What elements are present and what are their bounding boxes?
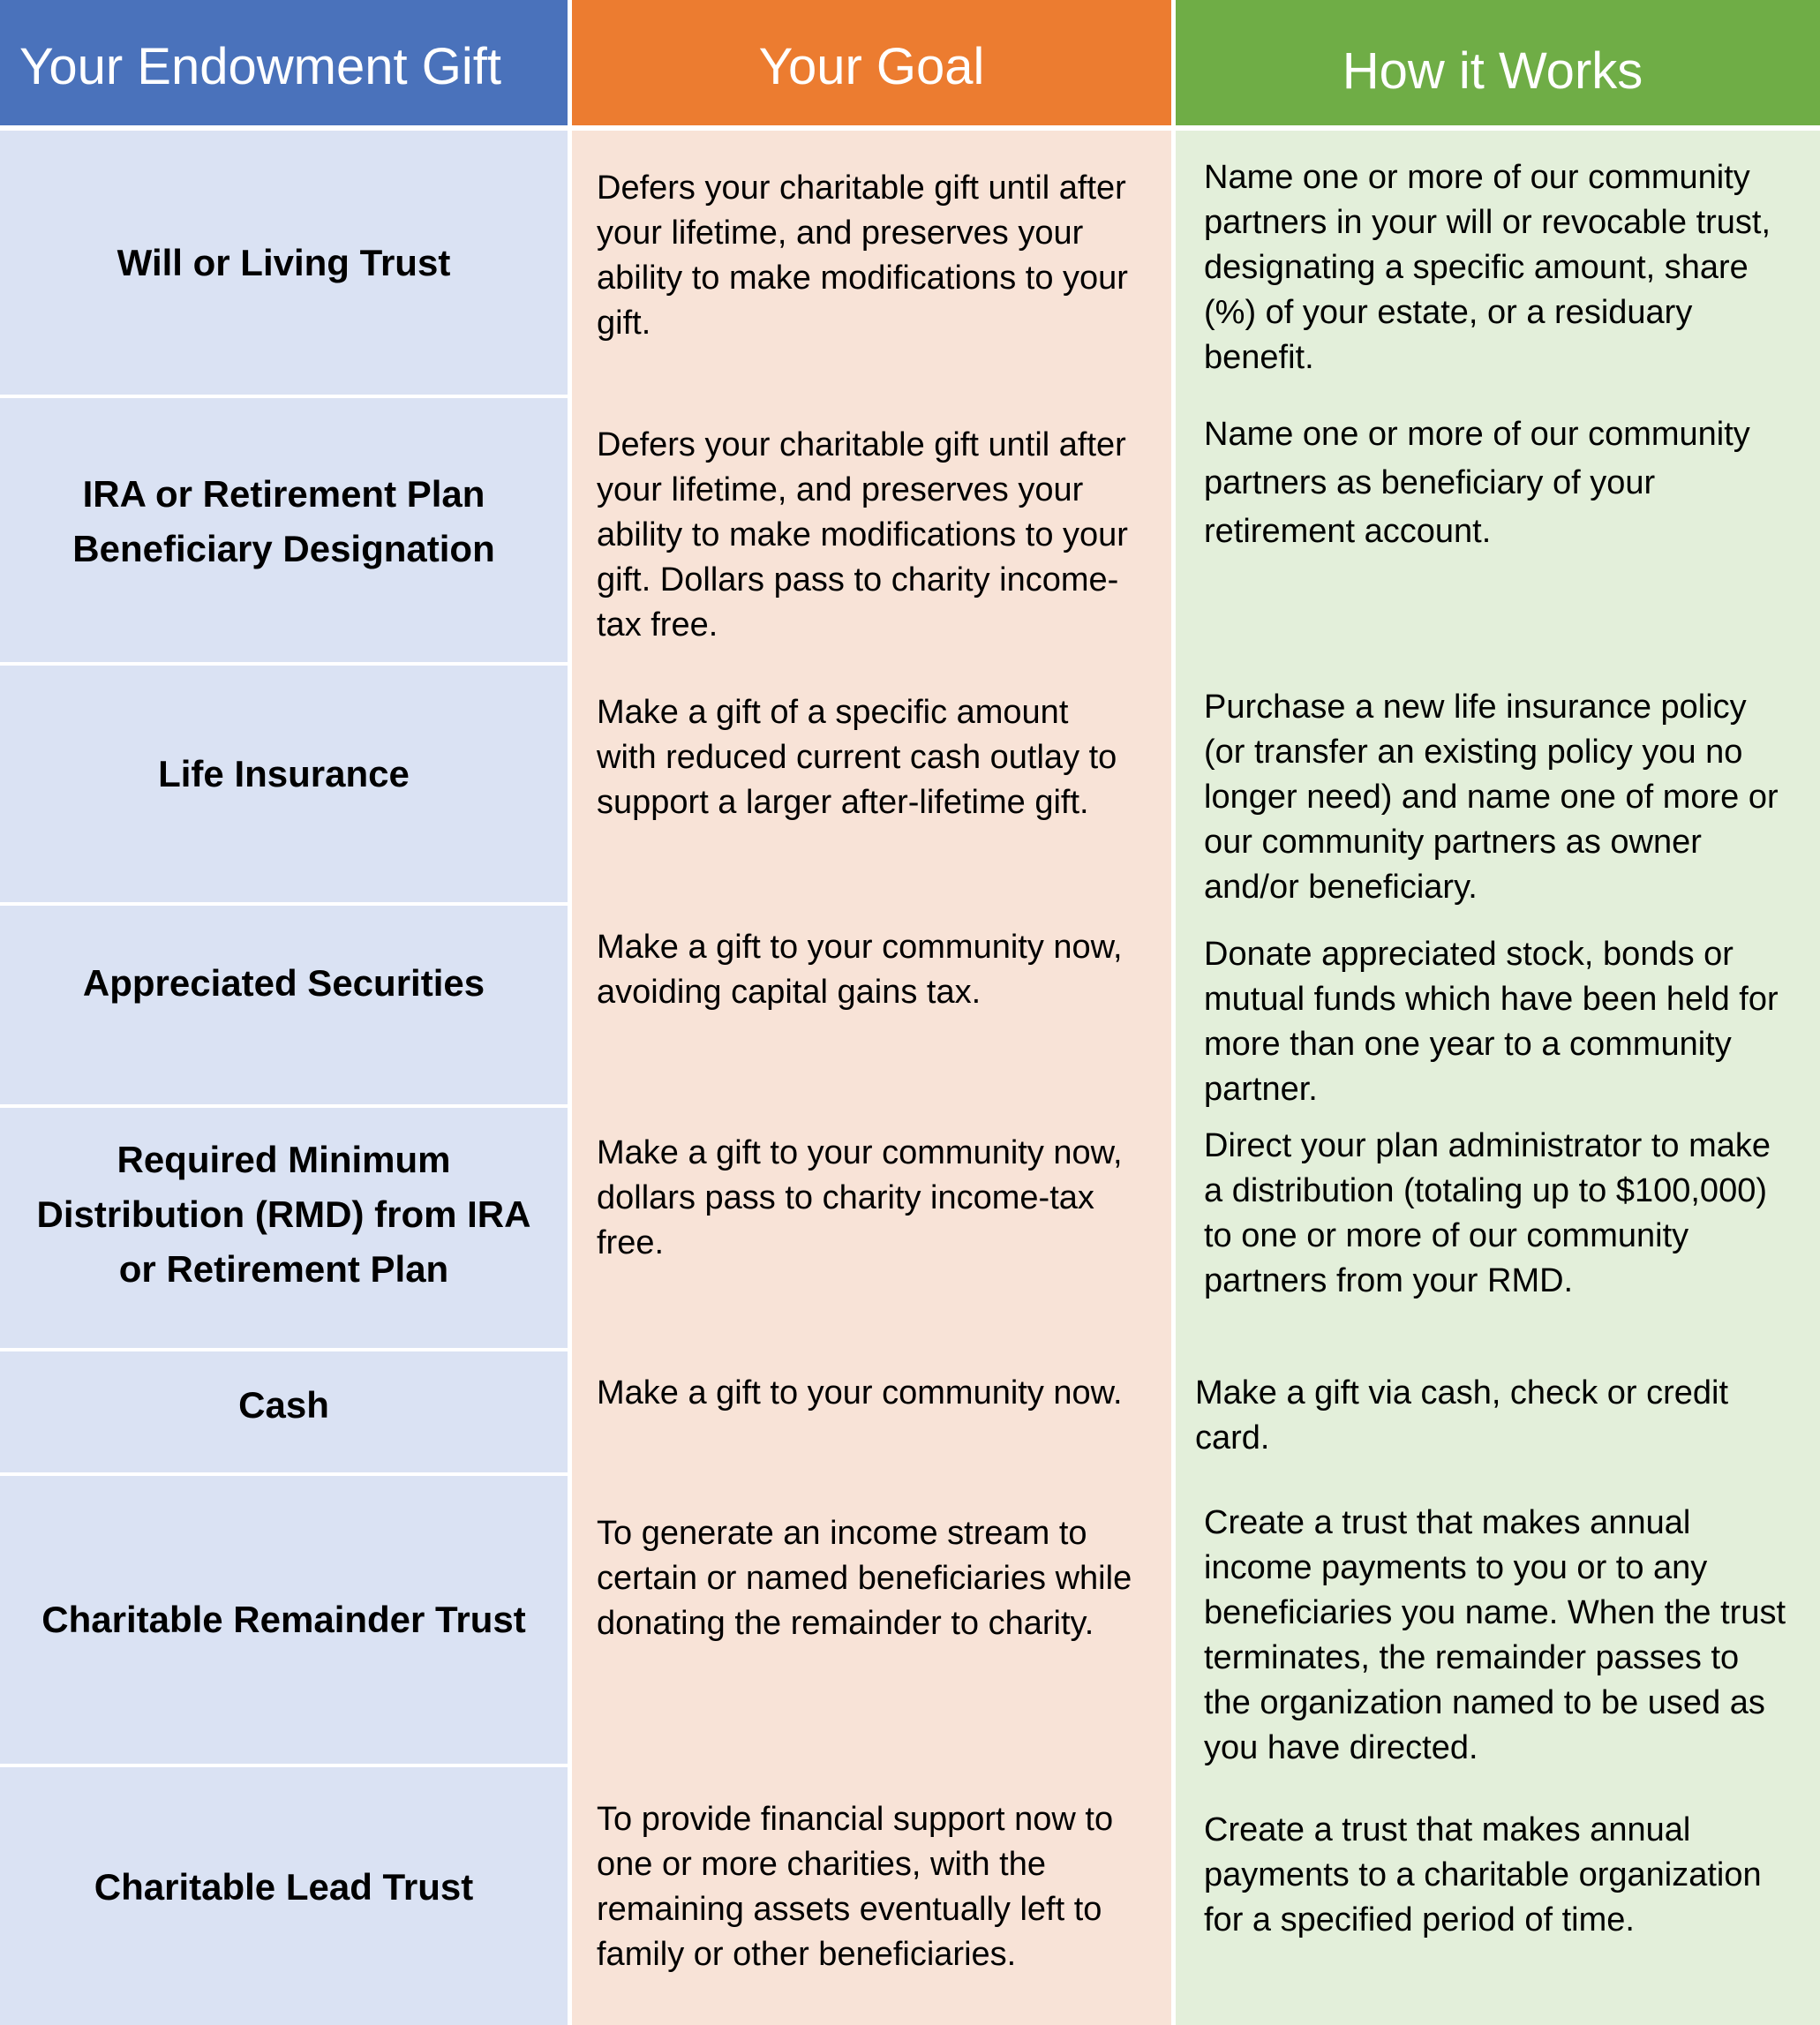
header-your-goal: Your Goal [572, 0, 1176, 131]
gift-name-appreciated-securities: Appreciated Securities [0, 906, 572, 1108]
goal-charitable-lead-trust: To provide financial support now to one or more charities, with the remaining assets eventually left to family or other beneficiaries. [572, 1767, 1176, 2025]
goal-charitable-remainder-trust: To generate an income stream to certain or named beneficiaries while donating the remainder to charity. [572, 1476, 1176, 1767]
goal-required-minimum-distribution: Make a gift to your community now, dollars pass to charity income-tax free. [572, 1108, 1176, 1351]
gift-name-required-minimum-distribution: Required Minimum Distribution (RMD) from IRA or Retirement Plan [0, 1108, 572, 1351]
goal-cash: Make a gift to your community now. [572, 1351, 1176, 1476]
header-how-it-works: How it Works [1176, 0, 1820, 131]
how-cash: Make a gift via cash, check or credit card. [1176, 1351, 1820, 1476]
gift-name-life-insurance: Life Insurance [0, 666, 572, 906]
how-charitable-remainder-trust: Create a trust that makes annual income payments to you or to any beneficiaries you name. When the trust terminates, the remainder passes to the organization named to be used as you have directed. [1176, 1476, 1820, 1767]
how-charitable-lead-trust: Create a trust that makes annual payments to a charitable organization for a specified period of time. [1176, 1767, 1820, 2025]
how-life-insurance: Purchase a new life insurance policy (or transfer an existing policy you no longer need) and name one of more or our community partners as owner and/or beneficiary. [1176, 666, 1820, 906]
gift-name-charitable-remainder-trust: Charitable Remainder Trust [0, 1476, 572, 1767]
goal-appreciated-securities: Make a gift to your community now, avoiding capital gains tax. [572, 906, 1176, 1108]
goal-life-insurance: Make a gift of a specific amount with reduced current cash outlay to support a larger after-lifetime gift. [572, 666, 1176, 906]
gift-name-will-or-living-trust: Will or Living Trust [0, 131, 572, 398]
how-ira-beneficiary: Name one or more of our community partners as beneficiary of your retirement account. [1176, 398, 1820, 666]
goal-ira-beneficiary: Defers your charitable gift until after your lifetime, and preserves your ability to make modifications to your gift. Dollars pass to charity income- tax free. [572, 398, 1176, 666]
how-required-minimum-distribution: Direct your plan administrator to make a distribution (totaling up to $100,000) to one or more of our community partners from your RMD. [1176, 1108, 1820, 1351]
gift-name-charitable-lead-trust: Charitable Lead Trust [0, 1767, 572, 2025]
header-your-endowment-gift: Your Endowment Gift [0, 0, 572, 131]
how-will-or-living-trust: Name one or more of our community partners in your will or revocable trust, designating a specific amount, share (%) of your estate, or a residuary benefit. [1176, 131, 1820, 398]
gift-name-ira-beneficiary: IRA or Retirement Plan Beneficiary Designation [0, 398, 572, 666]
gift-name-cash: Cash [0, 1351, 572, 1476]
goal-will-or-living-trust: Defers your charitable gift until after your lifetime, and preserves your ability to make modifications to your gift. [572, 131, 1176, 398]
how-appreciated-securities: Donate appreciated stock, bonds or mutual funds which have been held for more than one year to a community partner. [1176, 906, 1820, 1108]
